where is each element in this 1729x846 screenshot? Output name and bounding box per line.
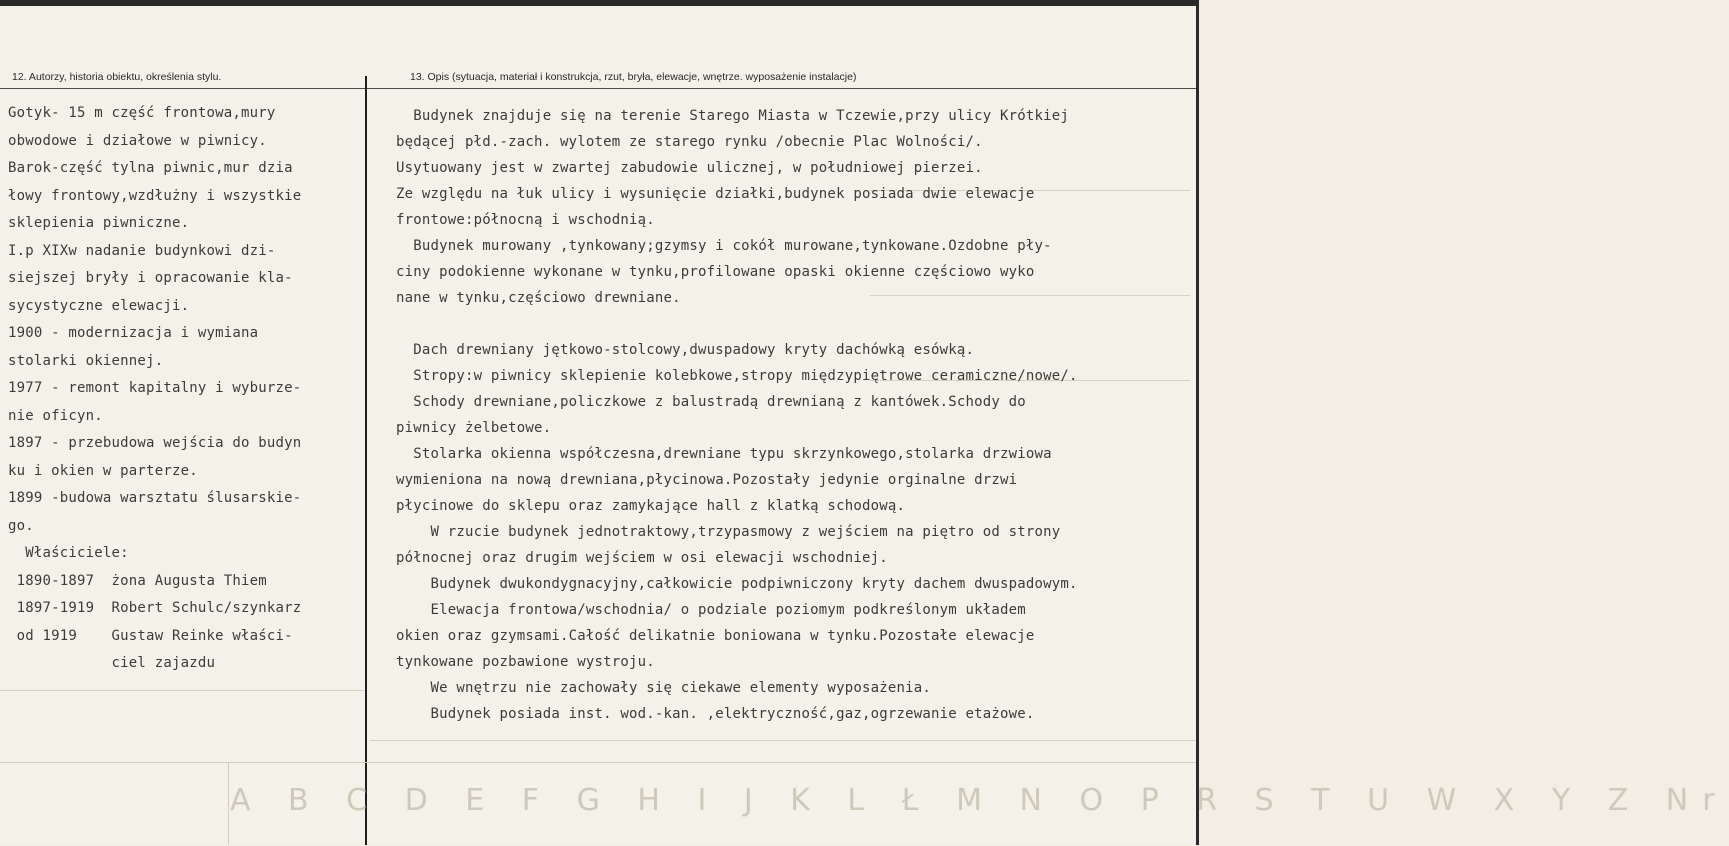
history-line: Barok-część tylna piwnic,mur dzia [8,160,293,176]
description-line: Budynek murowany ,tynkowany;gzymsy i cokół murowane,tynkowane.Ozdobne pły- [396,238,1052,254]
history-line: Gotyk- 15 m część frontowa,mury [8,105,276,121]
history-line: 1897 - przebudowa wejścia do budyn [8,435,302,451]
description-line [396,311,1196,337]
description-line: Ze względu na łuk ulicy i wysunięcie działki,budynek posiada dwie elewacje [396,186,1035,202]
description-line: Budynek posiada inst. wod.-kan. ,elektryczność,gaz,ogrzewanie etażowe. [396,706,1035,722]
description-line: Elewacja frontowa/wschodnia/ o podziale poziomym podkreślonym układem [396,602,1026,618]
description-line: Dach drewniany jętkowo-stolcowy,dwuspadowy kryty dachówką esówką. [396,342,975,358]
history-line: łowy frontowy,wzdłużny i wszystkie [8,187,302,204]
history-line: obwodowe i działowe w piwnicy. [8,132,267,149]
description-line: płycinowe do sklepu oraz zamykające hall z klatką schodową. [396,498,906,514]
description-line: północnej oraz drugim wejściem w osi elewacji wschodniej. [396,550,888,566]
column-divider [365,76,367,845]
history-line: 1897-1919 Robert Schulc/szynkarz [8,600,302,616]
description-line: wymieniona na nową drewniana,płycinowa.Pozostały jedynie orginalne drzwi [396,472,1018,488]
history-line: sklepienia piwniczne. [8,215,190,231]
description-line: ciny podokienne wykonane w tynku,profilowane opaski okienne częściowo wyko [396,264,1035,280]
description-line: Budynek dwukondygnacyjny,całkowicie podpiwniczony kryty dachem dwuspadowym. [396,576,1078,592]
history-line: go. [8,517,34,534]
description-line: Budynek znajduje się na terenie Starego Miasta w Tczewie,przy ulicy Krótkiej [396,108,1070,124]
top-border [0,0,1199,6]
description-line: będącej płd.-zach. wylotem ze starego rynku /obecnie Plac Wolności/. [396,134,983,150]
history-line: Właściciele: [8,545,129,561]
section-13-header: 13. Opis (sytuacja, materiał i konstrukcja, rzut, bryła, elewacje, wnętrze. wyposażenie instalacje) [410,71,857,83]
history-line: siejszej bryły i opracowanie kla- [8,270,293,286]
history-line: 1899 -budowa warsztatu ślusarskie- [8,490,302,506]
grid-divider [228,762,229,845]
header-rule [0,88,1196,89]
history-line: sycystyczne elewacji. [8,297,190,314]
description-line: Stropy:w piwnicy sklepienie kolebkowe,stropy międzypiętrowe ceramiczne/nowe/. [396,368,1078,384]
history-line: nie oficyn. [8,407,103,424]
description-line: okien oraz gzymsami.Całość delikatnie boniowana w tynku.Pozostałe elewacje [396,628,1035,644]
description-line: tynkowane pozbawione wystroju. [396,654,655,670]
history-line: ku i okien w parterze. [8,462,198,479]
description-line: Schody drewniane,policzkowe z balustradą drewnianą z kantówek.Schody do [396,394,1026,410]
alphabet-index: A B C D E F G H I J K L Ł M N O P R S T U W X Y Z Nr [230,783,1729,818]
description-line: frontowe:północną i wschodnią. [396,212,655,228]
description-line: piwnicy żelbetowe. [396,420,552,436]
section-12-header: 12. Autorzy, historia obiektu, określenia stylu. [12,71,222,83]
history-line: 1977 - remont kapitalny i wyburze- [8,380,302,396]
history-line: 1900 - modernizacja i wymiana [8,325,259,341]
history-line: I.p XIXw nadanie budynkowi dzi- [8,242,276,259]
faint-rule [370,740,1196,741]
description-line: nane w tynku,częściowo drewniane. [396,290,681,306]
history-line: od 1919 Gustaw Reinke właści- [8,627,293,644]
description-line: We wnętrzu nie zachowały się ciekawe elementy wyposażenia. [396,680,931,696]
history-line: ciel zajazdu [8,655,216,671]
history-line: stolarki okiennej. [8,352,164,369]
description-line: Stolarka okienna współczesna,drewniane typu skrzynkowego,stolarka drzwiowa [396,446,1052,462]
history-text [8,100,364,678]
description-line: W rzucie budynek jednotraktowy,trzypasmowy z wejściem na piętro od strony [396,524,1061,540]
history-line: 1890-1897 żona Augusta Thiem [8,572,267,589]
description-line: Usytuowany jest w zwartej zabudowie ulicznej, w południowej pierzei. [396,160,983,176]
faint-rule [0,690,364,691]
description-text [396,103,1196,727]
